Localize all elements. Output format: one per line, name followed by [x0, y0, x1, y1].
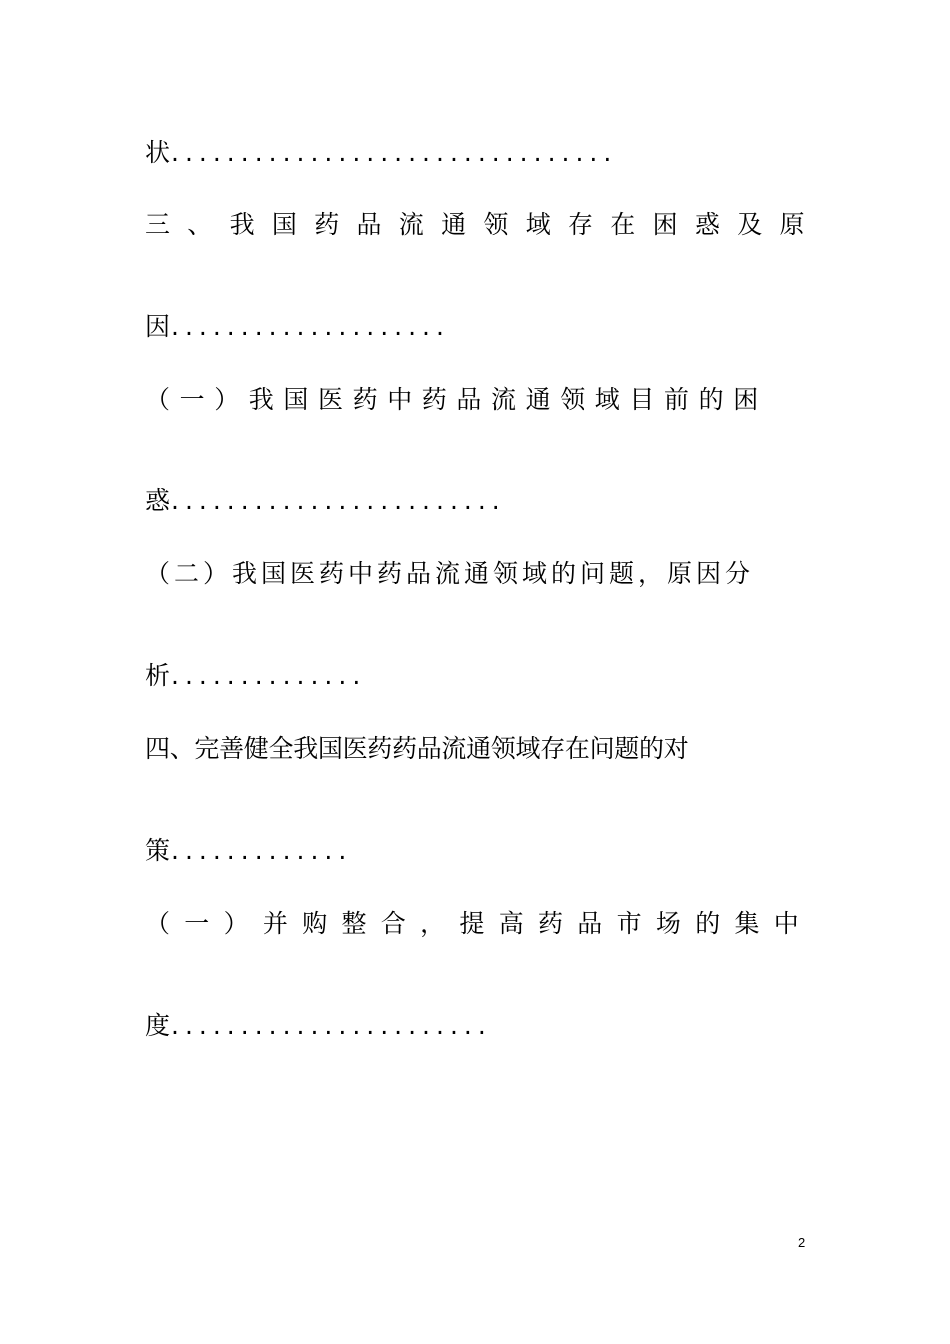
toc-dot-leader: ........................ — [171, 486, 506, 515]
toc-line-continuation — [145, 1009, 492, 1043]
toc-text: 度 — [145, 1011, 172, 1040]
toc-text: 策 — [145, 836, 172, 865]
toc-dot-leader: .............. — [171, 661, 367, 690]
toc-dot-leader: .................... — [171, 312, 450, 341]
toc-text: 状 — [145, 138, 172, 167]
toc-heading: 三、我国药品流通领域存在困惑及原 — [145, 210, 822, 239]
toc-line-continuation — [145, 310, 450, 344]
toc-heading: （一）并购整合，提高药品市场的集中 — [145, 909, 814, 938]
toc-text: 惑 — [145, 486, 172, 515]
toc-line-continuation — [145, 659, 366, 693]
toc-text: 析 — [145, 661, 172, 690]
toc-dot-leader: ....................... — [171, 1011, 492, 1040]
page-number: 2 — [798, 1235, 806, 1250]
toc-dot-leader: ............. — [171, 836, 353, 865]
toc-line-continuation — [145, 484, 506, 518]
toc-heading: （二）我国医药中药品流通领域的问题，原因分 — [145, 559, 755, 588]
toc-text: 因 — [145, 312, 172, 341]
toc-heading: 四、完善健全我国医药药品流通领域存在问题的对 — [145, 734, 689, 763]
toc-line-continuation — [145, 834, 352, 868]
toc-heading: （一）我国医药中药品流通领域目前的困 — [145, 385, 768, 414]
toc-dot-leader: ................................ — [171, 138, 618, 167]
toc-line-continuation — [145, 136, 617, 170]
